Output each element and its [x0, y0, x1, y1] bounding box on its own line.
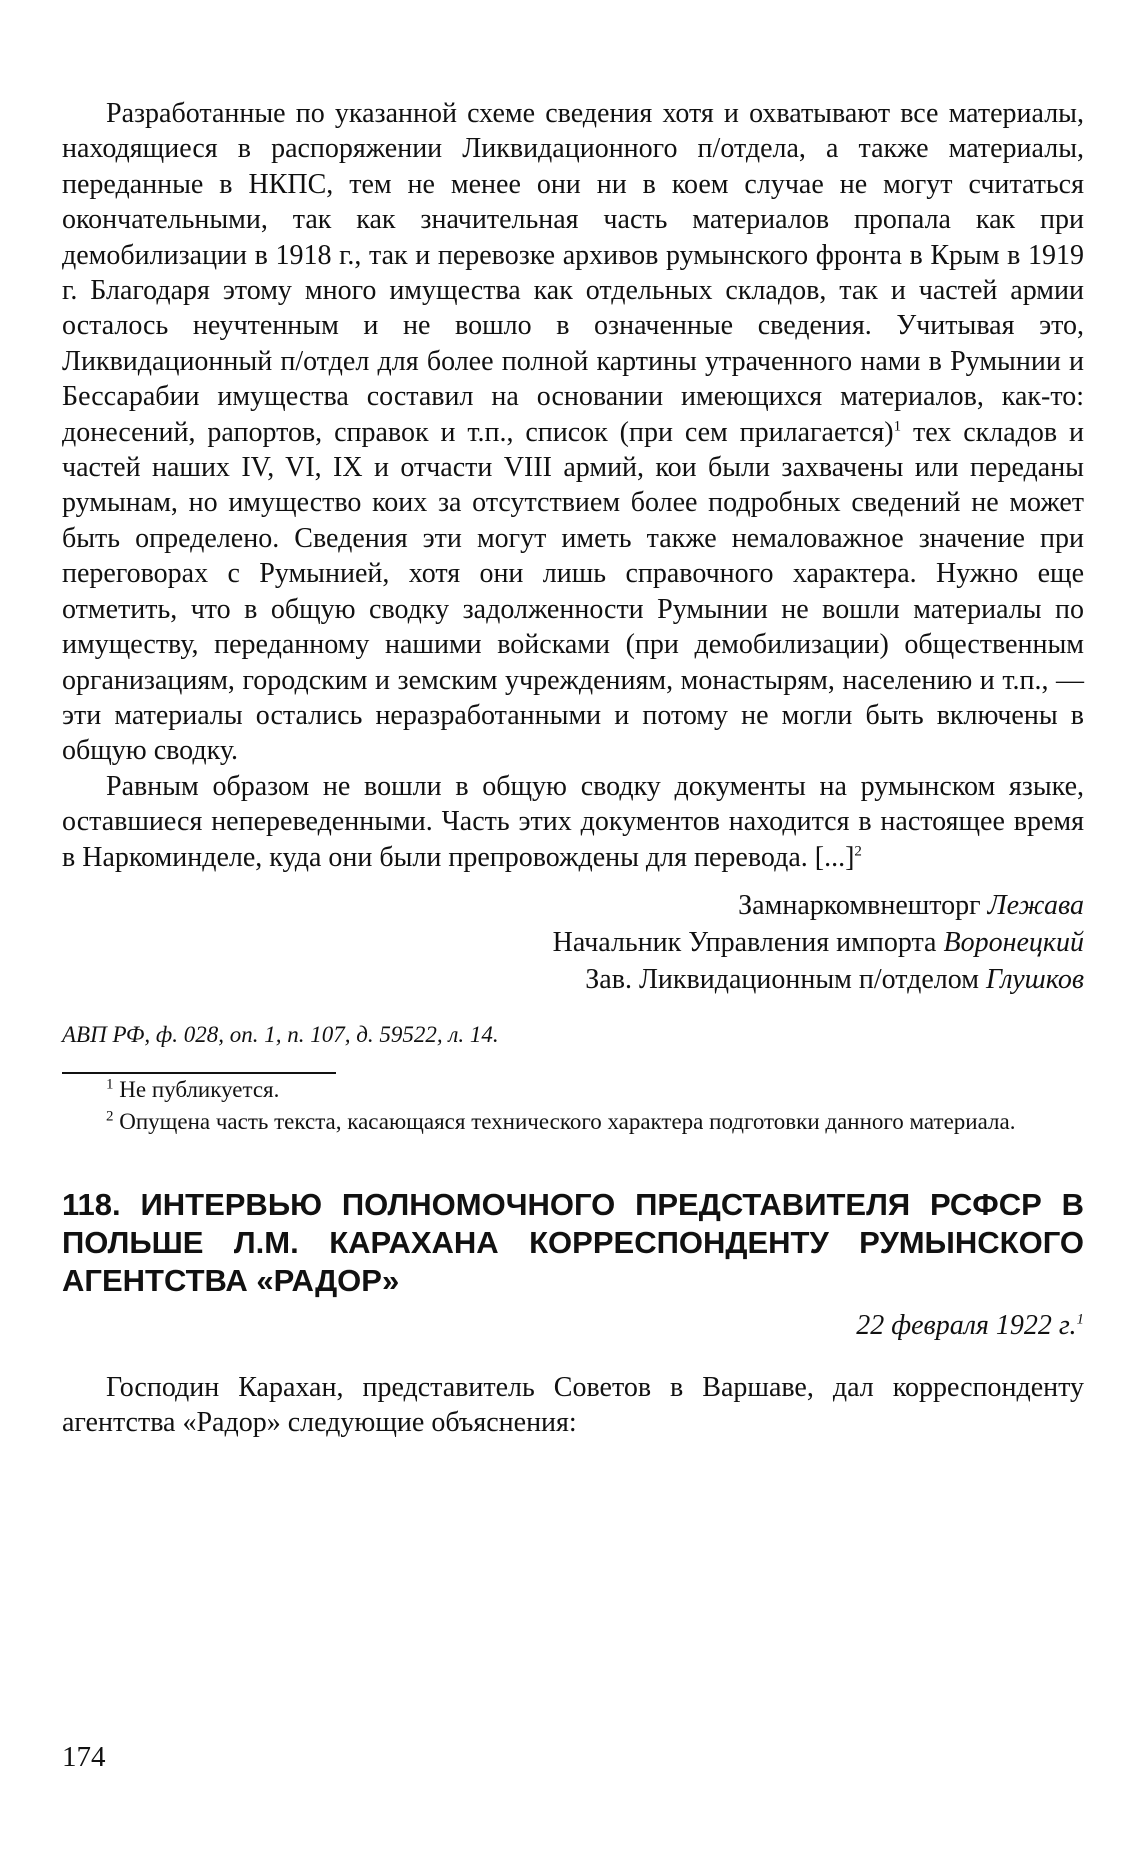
date-text: 22 февраля 1922 г.: [856, 1309, 1077, 1341]
body-paragraph: [62, 96, 1084, 769]
signature-line: [62, 887, 1084, 924]
footnote-mark: 2: [106, 1108, 114, 1125]
page-number: 174: [62, 1741, 106, 1773]
document-date: [62, 1308, 1084, 1344]
paragraph-text: Разработанные по указанной схеме сведения хотя и охватывают все материалы, находящиеся в распоряжении Ликвидационного п/отдела, а также материалы, переданные в НКПС, тем не менее они ни в коем случае не могут считаться окончательными, так как значительная часть материалов пропала как при демобилизации в 1918 г., так и перевозке архивов румынского фронта в Крым в 1919 г. Благодаря этому много имущества как отдельных складов, так и частей армии осталось неучтенным и не вошло в означенные сведения. Учитывая это, Ликвидационный п/отдел для более полной картины утраченного нами в Румынии и Бессарабии имущества составил на основании имеющихся материалов, как-то: донесений, рапортов, справок и т.п., список (при сем прилагается): [62, 98, 1084, 448]
signature-line: [62, 924, 1084, 961]
body-paragraph: Господин Карахан, представитель Советов в Варшаве, дал корреспонденту агентства «Радор» следующие объяснения:: [62, 1371, 1084, 1439]
archive-source: АВП РФ, ф. 028, оп. 1, п. 107, д. 59522, л. 14.: [62, 1021, 499, 1047]
footnote: [62, 1106, 1084, 1138]
footnote-text: Опущена часть текста, касающаяся технического характера подготовки данного материала.: [113, 1108, 1016, 1134]
document-title: ИНТЕРВЬЮ ПОЛНОМОЧНОГО ПРЕДСТАВИТЕЛЯ РСФСР В ПОЛЬШЕ Л.М. КАРАХАНА КОРРЕСПОНДЕНТУ РУМЫНСКОГО АГЕНТСТВА «РАДОР»: [62, 1186, 1084, 1298]
paragraph-text: тех складов и частей наших IV, VI, IX и отчасти VIII армий, кои были захвачены или переданы румынам, но имущество коих за отсутствием более подробных сведений не может быть определено. Сведения эти могут иметь также немаловажное значение при переговорах с Румынией, хотя они лишь справочного характера. Нужно еще отметить, что в общую сводку задолженности Румынии не вошли материалы по имуществу, переданному нашими войсками (при демобилизации) общественным организациям, городским и земским учреждениям, монастырям, населению и т.п., — эти материалы остались неразработанными и потому не могли быть включены в общую сводку.: [62, 416, 1084, 767]
document-number: 118.: [62, 1186, 121, 1222]
signature-name: Лежава: [987, 889, 1084, 921]
signature-title: Замнаркомвнешторг: [738, 889, 988, 921]
signature-line: [62, 961, 1084, 998]
document-heading: [62, 1186, 1084, 1300]
footnote: [62, 1074, 1084, 1106]
paragraph-text: Равным образом не вошли в общую сводку документы на румынском языке, оставшиеся непереведенными. Часть этих документов находится в настоящее время в Наркоминделе, куда они были препровождены для перевода. [...]: [62, 770, 1084, 873]
footnote-mark: 1: [893, 418, 902, 435]
signature-title: Начальник Управления импорта: [552, 926, 944, 958]
signature-block: [62, 887, 1084, 998]
signature-name: Воронецкий: [943, 926, 1084, 958]
signature-title: Зав. Ликвидационным п/отделом: [585, 963, 986, 995]
body-paragraph: [62, 769, 1084, 875]
footnote-mark: 2: [854, 843, 862, 860]
footnote-mark: 1: [106, 1076, 114, 1093]
signature-name: Глушков: [985, 963, 1084, 995]
footnote-text: Не публикуется.: [113, 1076, 280, 1102]
footnote-mark: 1: [1076, 1311, 1084, 1328]
document-page: [62, 96, 1084, 1441]
